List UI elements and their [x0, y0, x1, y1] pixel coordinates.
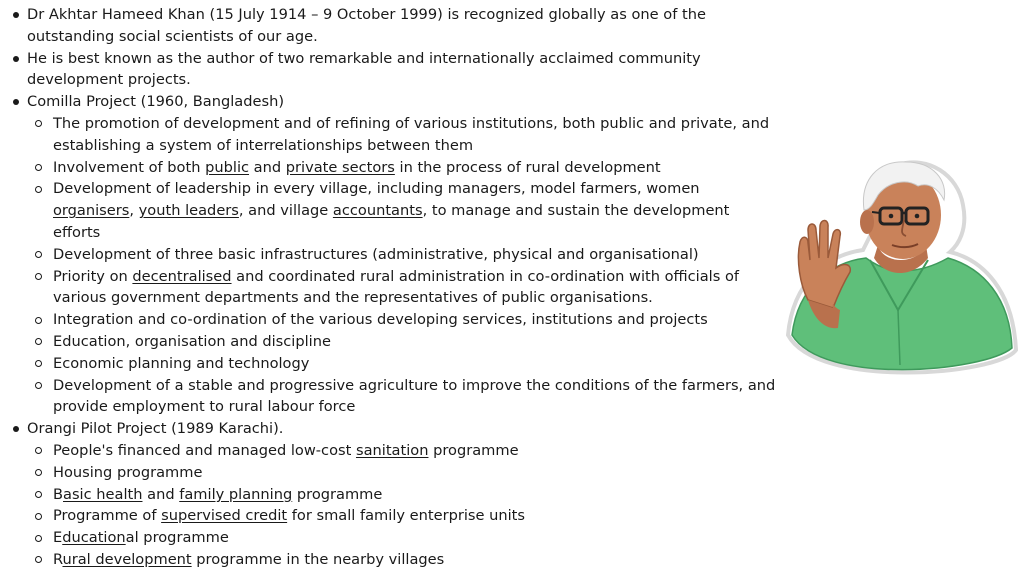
comilla-item: Development of leadership in every village, including managers, model farmers, women organisers, youth leaders, and village accountants, to manage and sustain the development efforts — [27, 178, 781, 243]
education-link[interactable]: ducation — [62, 529, 126, 547]
main-bullet-list-container — [6, 4, 781, 571]
public-link[interactable]: public — [205, 158, 250, 176]
bullet-intro: Dr Akhtar Hameed Khan (15 July 1914 – 9 October 1999) is recognized globally as one of the outstanding social scientists of our age. — [6, 4, 781, 48]
accountants-link[interactable]: accountants — [332, 202, 423, 220]
comilla-item: Development of a stable and progressive agriculture to improve the conditions of the farmers, and provide employment to rural labour force — [27, 375, 781, 419]
private-sectors-link[interactable]: private sectors — [285, 158, 395, 176]
comilla-sublist — [27, 113, 781, 418]
orangi-item: Programme of supervised credit for small family enterprise units — [27, 505, 781, 527]
comilla-item: Development of three basic infrastructures (administrative, physical and organisational) — [27, 244, 781, 266]
decentralised-link[interactable]: decentralised — [132, 267, 232, 285]
bullet-author: He is best known as the author of two remarkable and internationally acclaimed community development projects. — [6, 48, 781, 92]
supervised-credit-link[interactable]: supervised credit — [161, 507, 288, 525]
main-bullet-list — [6, 4, 781, 571]
comilla-item: Integration and co-ordination of the various developing services, institutions and projects — [27, 309, 781, 331]
organisers-link[interactable]: organisers — [53, 202, 130, 220]
comilla-item: The promotion of development and of refining of various institutions, both public and private, and establishing a system of interrelationships between them — [27, 113, 781, 157]
orangi-heading: Orangi Pilot Project (1989 Karachi). — [27, 420, 284, 438]
comilla-item: Economic planning and technology — [27, 353, 781, 375]
portrait-illustration — [778, 150, 1018, 390]
portrait-illustration-icon — [778, 150, 1018, 390]
orangi-sublist — [27, 440, 781, 571]
rural-development-link[interactable]: ural development — [62, 550, 192, 568]
orangi-item: People's financed and managed low-cost sanitation programme — [27, 440, 781, 462]
family-planning-link[interactable]: family planning — [179, 485, 293, 503]
basic-health-link[interactable]: asic health — [63, 485, 143, 503]
comilla-item: Involvement of both public and private sectors in the process of rural development — [27, 157, 781, 179]
orangi-item: Basic health and family planning programme — [27, 484, 781, 506]
bullet-orangi — [6, 418, 781, 571]
orangi-item: Rural development programme in the nearby villages — [27, 549, 781, 571]
comilla-heading: Comilla Project (1960, Bangladesh) — [27, 93, 285, 111]
comilla-item: Priority on decentralised and coordinated rural administration in co-ordination with officials of various government departments and the representatives of public organisations. — [27, 266, 781, 310]
orangi-item: Housing programme — [27, 462, 781, 484]
youth-leaders-link[interactable]: youth leaders — [138, 202, 239, 220]
sanitation-link[interactable]: sanitation — [355, 441, 429, 459]
orangi-item: Educational programme — [27, 527, 781, 549]
bullet-comilla — [6, 91, 781, 418]
comilla-item: Education, organisation and discipline — [27, 331, 781, 353]
